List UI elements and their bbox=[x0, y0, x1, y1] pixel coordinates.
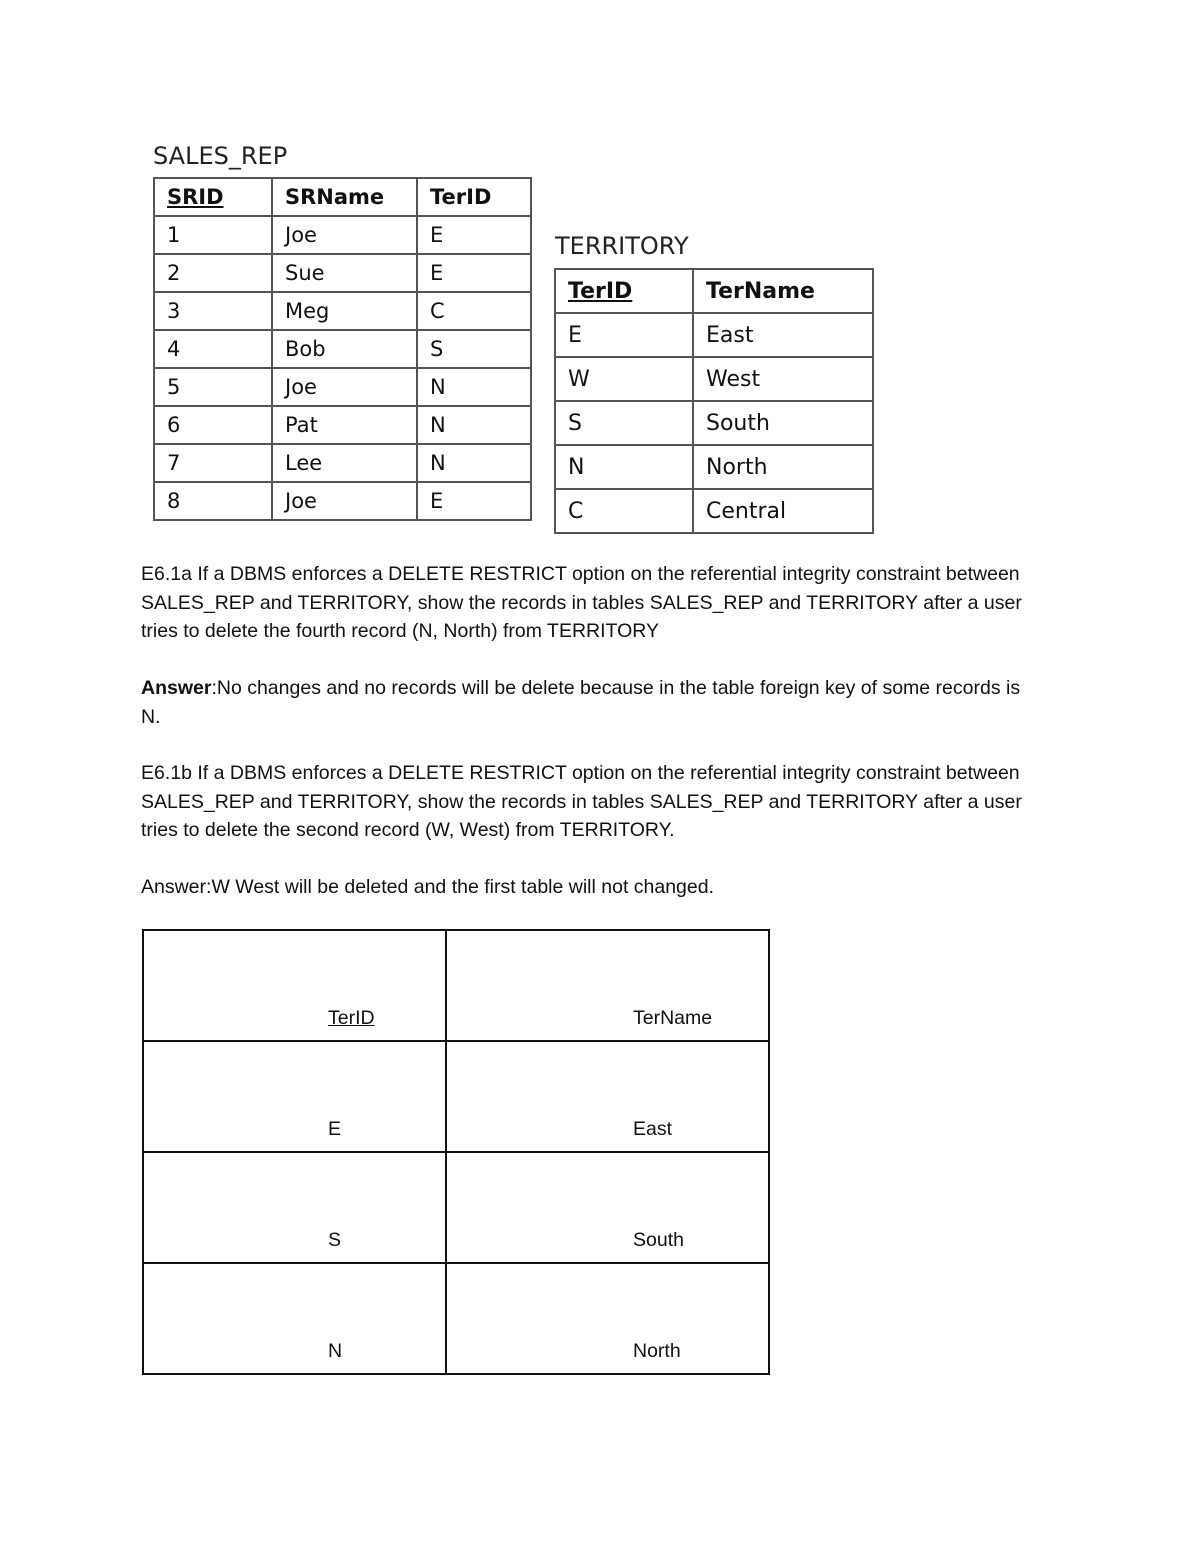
table-row bbox=[154, 406, 531, 444]
table-cell: C bbox=[555, 489, 693, 533]
table-cell: Joe bbox=[272, 482, 417, 520]
table-cell: C bbox=[417, 292, 531, 330]
table-cell bbox=[143, 1152, 446, 1263]
table-cell: 4 bbox=[154, 330, 272, 368]
answer-e6-1b: Answer:W West will be deleted and the first table will not changed. bbox=[141, 876, 715, 898]
table-cell: S bbox=[417, 330, 531, 368]
table-cell: N bbox=[555, 445, 693, 489]
answer-label: Answer bbox=[141, 677, 212, 699]
table-cell bbox=[446, 1263, 769, 1374]
table-header-row bbox=[143, 930, 769, 1041]
table-cell: Central bbox=[693, 489, 873, 533]
table-row bbox=[154, 330, 531, 368]
table-cell: South bbox=[693, 401, 873, 445]
cell-text: E bbox=[328, 1118, 342, 1140]
column-header bbox=[446, 930, 769, 1041]
table-cell: 1 bbox=[154, 216, 272, 254]
table-cell bbox=[143, 1263, 446, 1374]
sales-rep-title: SALES_REP bbox=[153, 142, 288, 170]
table-header-row bbox=[154, 178, 531, 216]
column-header: SRID bbox=[154, 178, 272, 216]
sales-rep-table bbox=[153, 177, 532, 521]
table-cell: East bbox=[693, 313, 873, 357]
table-cell: N bbox=[417, 368, 531, 406]
answer-text: :No changes and no records will be delete because in the table foreign key of some records is N. bbox=[141, 677, 1021, 728]
table-cell: West bbox=[693, 357, 873, 401]
table-cell: Bob bbox=[272, 330, 417, 368]
column-header: TerID bbox=[555, 269, 693, 313]
territory-table bbox=[554, 268, 874, 534]
table-cell bbox=[143, 1041, 446, 1152]
table-cell: 2 bbox=[154, 254, 272, 292]
table-cell: Pat bbox=[272, 406, 417, 444]
table-row bbox=[154, 292, 531, 330]
table-row bbox=[555, 401, 873, 445]
table-cell bbox=[446, 1041, 769, 1152]
table-cell: N bbox=[417, 444, 531, 482]
table-row bbox=[555, 313, 873, 357]
table-cell: 5 bbox=[154, 368, 272, 406]
question-e6-1b: E6.1b If a DBMS enforces a DELETE RESTRICT option on the referential integrity constraint between SALES_REP and TERRITORY, show the records in tables SALES_REP and TERRITORY after a user tries to delete the second record (W, West) from TERRITORY. bbox=[141, 762, 1022, 841]
table-cell: 8 bbox=[154, 482, 272, 520]
table-cell: E bbox=[555, 313, 693, 357]
table-cell: S bbox=[555, 401, 693, 445]
table-row bbox=[154, 368, 531, 406]
table-cell: E bbox=[417, 482, 531, 520]
column-header-text: TerName bbox=[633, 1007, 713, 1029]
table-cell: W bbox=[555, 357, 693, 401]
table-cell: N bbox=[417, 406, 531, 444]
table-cell: Joe bbox=[272, 368, 417, 406]
table-cell: Joe bbox=[272, 216, 417, 254]
table-cell: 6 bbox=[154, 406, 272, 444]
cell-text: South bbox=[633, 1229, 684, 1251]
table-row bbox=[555, 357, 873, 401]
territory-title: TERRITORY bbox=[555, 232, 689, 260]
table-row bbox=[154, 482, 531, 520]
column-header bbox=[143, 930, 446, 1041]
column-header: SRName bbox=[272, 178, 417, 216]
table-header-row bbox=[555, 269, 873, 313]
table-cell: 7 bbox=[154, 444, 272, 482]
table-cell: Meg bbox=[272, 292, 417, 330]
table-row bbox=[555, 489, 873, 533]
question-e6-1a: E6.1a If a DBMS enforces a DELETE RESTRICT option on the referential integrity constraint between SALES_REP and TERRITORY, show the records in tables SALES_REP and TERRITORY after a user tries to delete the fourth record (N, North) from TERRITORY bbox=[141, 563, 1022, 642]
cell-text: S bbox=[328, 1229, 342, 1251]
table-row bbox=[555, 445, 873, 489]
column-header-text: TerID bbox=[328, 1007, 375, 1029]
table-cell: Sue bbox=[272, 254, 417, 292]
column-header: TerName bbox=[693, 269, 873, 313]
table-cell: 3 bbox=[154, 292, 272, 330]
table-cell: E bbox=[417, 254, 531, 292]
cell-text: N bbox=[328, 1340, 343, 1362]
column-header: TerID bbox=[417, 178, 531, 216]
table-row bbox=[154, 216, 531, 254]
table-cell: North bbox=[693, 445, 873, 489]
answer-e6-1a bbox=[141, 674, 1041, 731]
result-territory-table bbox=[142, 929, 770, 1375]
cell-text: East bbox=[633, 1118, 673, 1140]
table-row bbox=[143, 1263, 769, 1374]
table-cell: E bbox=[417, 216, 531, 254]
table-cell bbox=[446, 1152, 769, 1263]
table-row bbox=[143, 1152, 769, 1263]
table-row bbox=[154, 254, 531, 292]
cell-text: North bbox=[633, 1340, 681, 1362]
table-row bbox=[143, 1041, 769, 1152]
table-cell: Lee bbox=[272, 444, 417, 482]
table-row bbox=[154, 444, 531, 482]
